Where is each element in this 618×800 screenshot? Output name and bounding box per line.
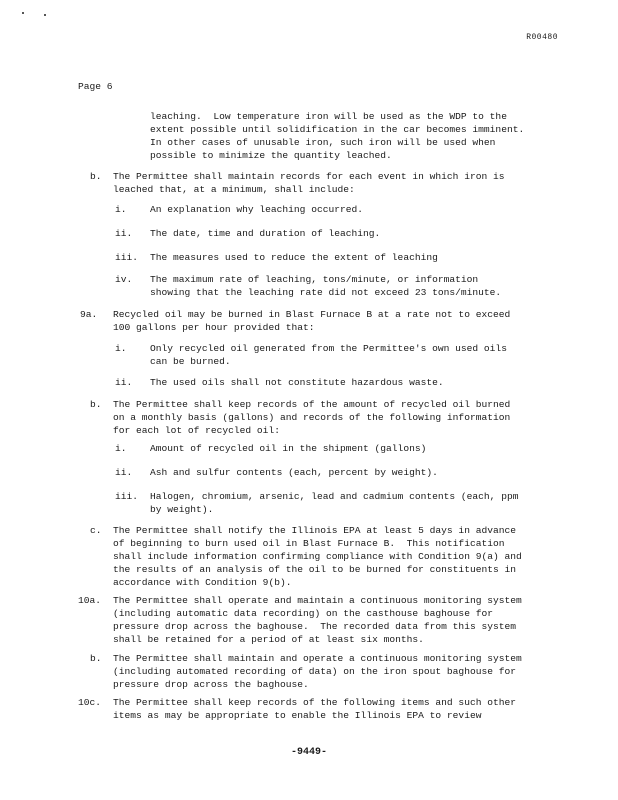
subitem-label: iii. bbox=[115, 252, 139, 263]
subitem-text: The used oils shall not constitute hazardous waste. bbox=[150, 377, 444, 388]
scan-artifact bbox=[44, 14, 46, 16]
subitem-label: iv. bbox=[115, 274, 133, 285]
item-label: 10a. bbox=[78, 595, 102, 606]
item-label: b. bbox=[90, 171, 102, 182]
subitem-label: ii. bbox=[115, 377, 133, 388]
item-label: b. bbox=[90, 653, 102, 664]
subitem-text: Amount of recycled oil in the shipment (gallons) bbox=[150, 443, 427, 454]
document-page: R00480 Page 6 leaching. Low temperature iron will be used as the WDP to the extent possible until solidification in the car becomes imminent. In other cases of unusable iron, such iron will be used when possible to minimize the quantity leached. b. The Permittee shall maintain records for each event in which iron is leached that, at a minimum, shall include: i. An explanation why leaching occurred. ii. The date, time and duration of leaching. iii. The measures used to reduce the extent of leaching iv. The maximum rate of leaching, tons/minute, or information showing that the leaching rate did not exceed 23 tons/minute. 9a. Recycled oil may be burned in Blast Furnace B at a rate not to exceed 100 gallons per hour provided that: i. Only recycled oil generated from the Permittee's own used oils can be burned. ii. The used oils shall not constitute hazardous waste. b. The Permittee shall keep records of the amount of recycled oil burned on a monthly basis (gallons) and records of the following information for each lot of recycled oil: i. Amount of recycled oil in the shipment (gallons) ii. Ash and sulfur contents (each, percent by weight). iii. Halogen, chromium, arsenic, lead and cadmium contents (each, ppm by weight). c. The Permittee shall notify the Illinois EPA at least 5 days in advance of beginning to burn used oil in Blast Furnace B. This notification shall include information confirming compliance with Condition 9(a) and the results of an analysis of the oil to be burned for constituents in accordance with Condition 9(b). 10a. The Permittee shall operate and maintain a continuous monitoring system (including automatic data recording) on the casthouse baghouse for pressure drop across the baghouse. The recorded data from this system shall be retained for a period of at least six months. b. The Permittee shall maintain and operate a continuous monitoring system (including automated recording of data) on the iron spout baghouse for pressure drop across the baghouse. 10c. The Permittee shall keep records of the following items and such other items as may be appropriate to enable the Illinois EPA to review -9449- bbox=[0, 0, 618, 800]
subitem-label: iii. bbox=[115, 491, 139, 502]
item-label: c. bbox=[90, 525, 102, 536]
item-label: 9a. bbox=[80, 309, 98, 320]
subitem-label: ii. bbox=[115, 467, 133, 478]
document-id: R00480 bbox=[526, 33, 558, 42]
item-label: 10c. bbox=[78, 697, 102, 708]
subitem-label: i. bbox=[115, 443, 127, 454]
subitem-text: Ash and sulfur contents (each, percent by weight). bbox=[150, 467, 438, 478]
subitem-label: i. bbox=[115, 204, 127, 215]
subitem-label: i. bbox=[115, 343, 127, 354]
subitem-text: An explanation why leaching occurred. bbox=[150, 204, 364, 215]
scan-artifact bbox=[22, 12, 24, 14]
page-label: Page 6 bbox=[78, 81, 113, 92]
subitem-label: ii. bbox=[115, 228, 133, 239]
subitem-text: The measures used to reduce the extent of leaching bbox=[150, 252, 438, 263]
page-number: -9449- bbox=[290, 747, 327, 758]
item-label: b. bbox=[90, 399, 102, 410]
subitem-text: The date, time and duration of leaching. bbox=[150, 228, 381, 239]
